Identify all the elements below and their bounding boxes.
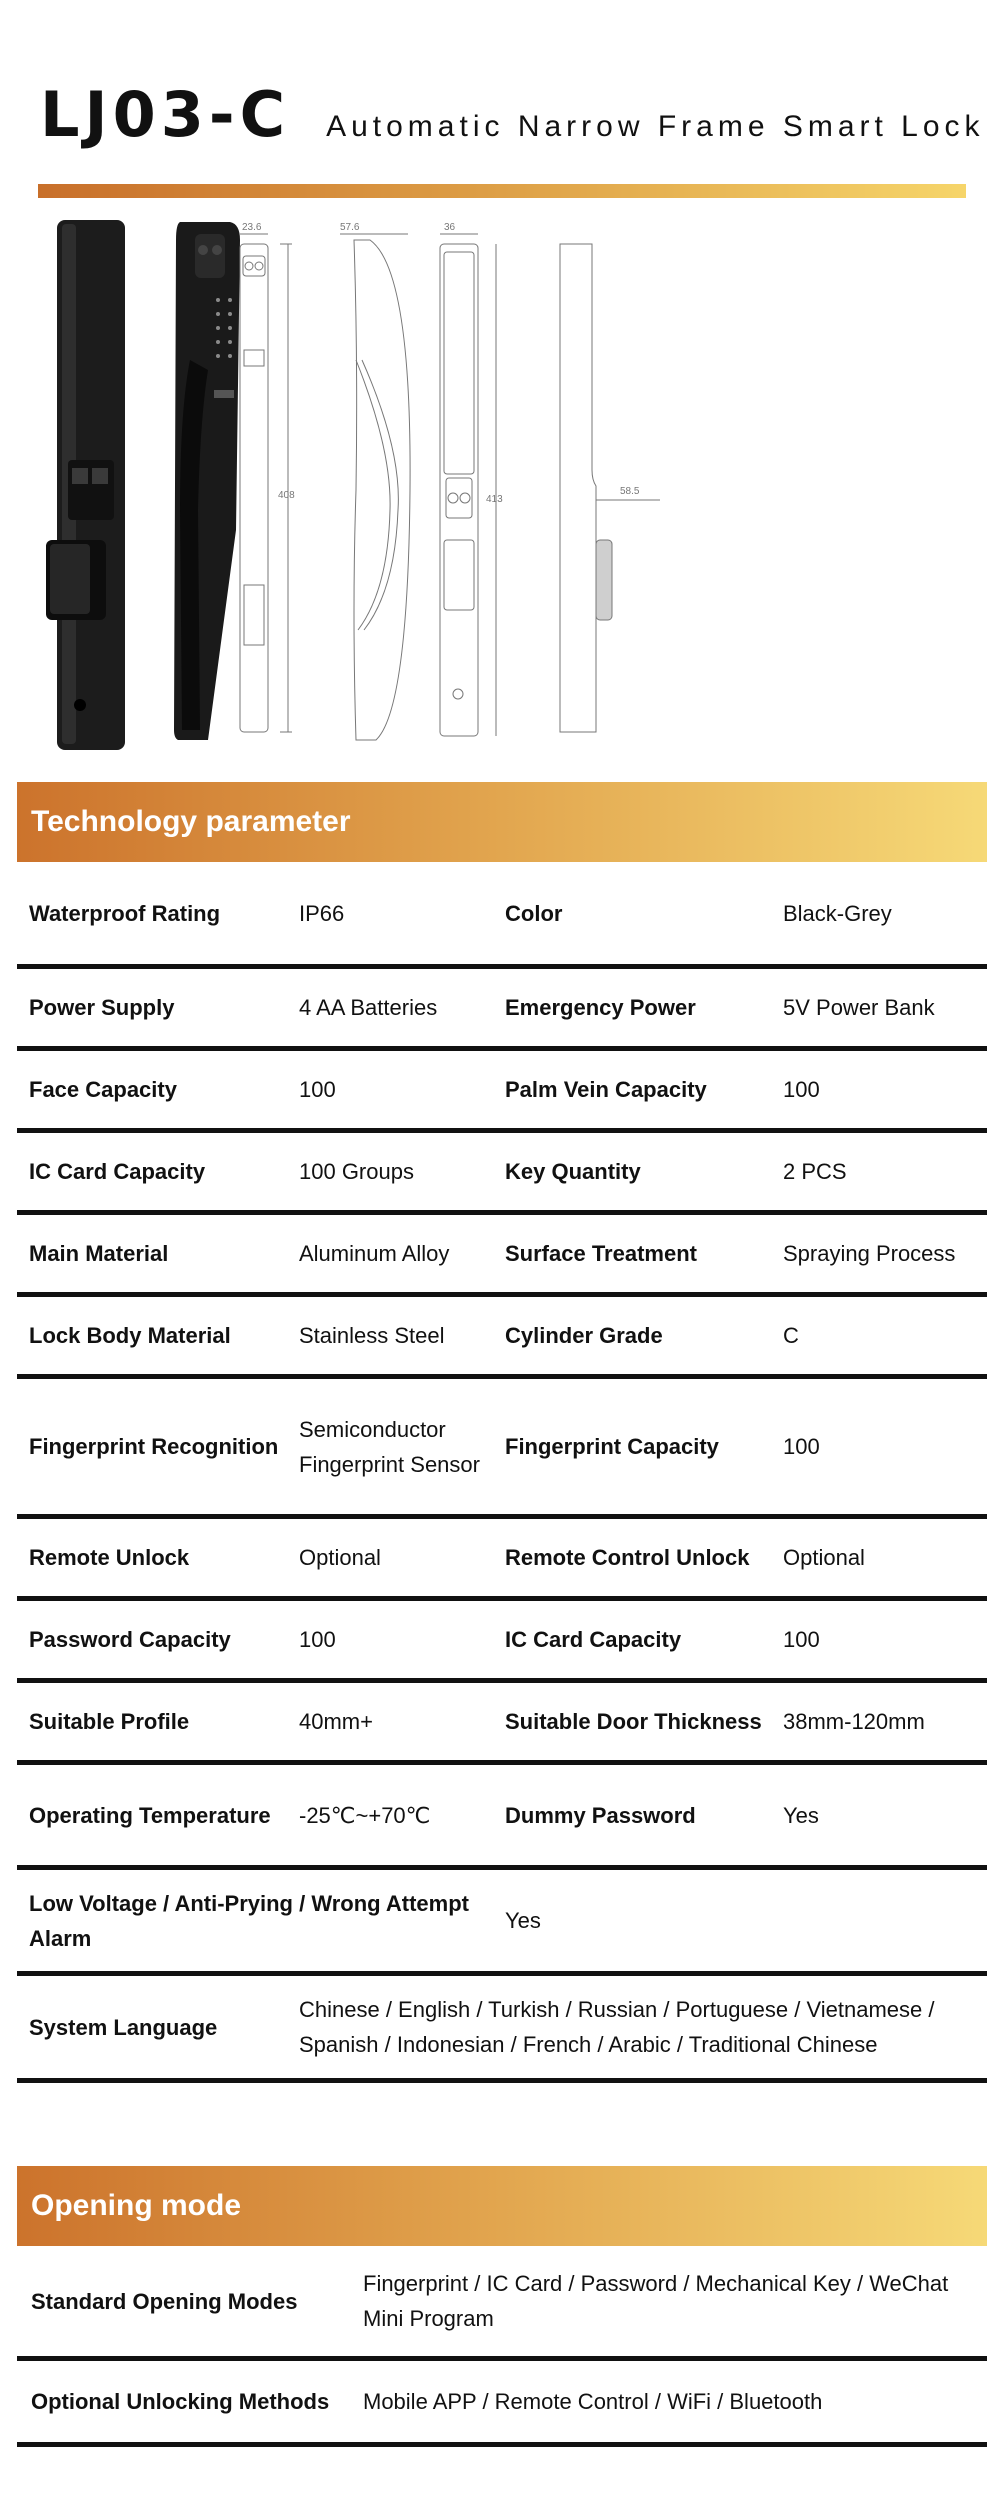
- param-value: Stainless Steel: [299, 1323, 445, 1348]
- param-value: 5V Power Bank: [783, 995, 935, 1020]
- back-view-drawing: [440, 234, 496, 736]
- back-height-label: 413: [486, 494, 503, 505]
- opening-label: Optional Unlocking Methods: [31, 2389, 330, 2414]
- gold-divider: [38, 184, 966, 198]
- side-view-drawing: [340, 234, 410, 740]
- table-row: [17, 2246, 987, 2361]
- table-row: [17, 969, 987, 1051]
- param-value: IP66: [299, 900, 345, 926]
- table-row: [17, 1976, 987, 2083]
- param-label: Remote Unlock: [29, 1545, 190, 1570]
- param-label: Surface Treatment: [505, 1241, 697, 1266]
- param-value: 100: [299, 1627, 336, 1652]
- front-view-drawing: [240, 234, 292, 732]
- opening-heading-text: Opening mode: [31, 2189, 241, 2222]
- front-width-label: 23.6: [242, 222, 262, 233]
- param-label: Lock Body Material: [29, 1323, 231, 1348]
- param-value: 100: [783, 1434, 820, 1459]
- table-row: [17, 1765, 987, 1870]
- table-row: [17, 1215, 987, 1297]
- param-value: Spraying Process: [783, 1241, 956, 1266]
- table-row: [17, 1051, 987, 1133]
- param-value: Optional: [299, 1545, 381, 1570]
- param-value: 4 AA Batteries: [299, 995, 438, 1020]
- param-value: 40mm+: [299, 1709, 373, 1734]
- tech-section-heading: [17, 782, 987, 862]
- table-row: [17, 1133, 987, 1215]
- product-subtitle: Automatic Narrow Frame Smart Lock: [326, 110, 985, 143]
- param-label: Waterproof Rating: [29, 900, 221, 926]
- param-label: Main Material: [29, 1241, 169, 1266]
- param-label: Palm Vein Capacity: [505, 1077, 707, 1102]
- table-row: [17, 2361, 987, 2447]
- alarm-label: Low Voltage / Anti-Prying / Wrong Attempt Alarm: [29, 1890, 469, 1951]
- table-row: [17, 862, 987, 969]
- param-value: 100 Groups: [299, 1159, 414, 1184]
- back-width-label: 36: [444, 222, 456, 233]
- tech-parameter-table: [17, 862, 987, 2083]
- language-label: System Language: [29, 2014, 218, 2040]
- param-label: Fingerprint Recognition: [29, 1434, 279, 1459]
- param-value: Semiconductor Fingerprint Sensor: [299, 1416, 480, 1477]
- param-value: -25℃~+70℃: [299, 1802, 431, 1828]
- param-label: Fingerprint Capacity: [505, 1434, 719, 1459]
- opening-mode-table: [17, 2246, 987, 2447]
- handle-depth-label: 58.5: [620, 486, 640, 497]
- param-value: 100: [783, 1627, 820, 1652]
- param-label: Remote Control Unlock: [505, 1545, 750, 1570]
- table-row: [17, 1683, 987, 1765]
- language-value: Chinese / English / Turkish / Russian / Portuguese / Vietnamese / Spanish / Indonesian / French / Arabic / Traditional Chinese: [299, 1997, 935, 2057]
- front-height-label: 408: [278, 490, 295, 501]
- lock-back-panel-photo: [46, 220, 125, 750]
- opening-value: Fingerprint / IC Card / Password / Mechanical Key / WeChat Mini Program: [363, 2271, 949, 2331]
- param-label: Dummy Password: [505, 1802, 696, 1828]
- param-label: Suitable Door Thickness: [505, 1709, 762, 1734]
- product-figures: [40, 210, 990, 760]
- side-depth-label: 57.6: [340, 222, 360, 233]
- table-row: [17, 1519, 987, 1601]
- profile-view-drawing: [560, 244, 660, 732]
- table-row: [17, 1870, 987, 1976]
- model-title: LJ03-C: [40, 78, 291, 151]
- param-label: Password Capacity: [29, 1627, 231, 1652]
- param-label: Power Supply: [29, 995, 175, 1020]
- tech-heading-text: Technology parameter: [31, 805, 351, 838]
- param-value: Optional: [783, 1545, 865, 1570]
- param-value: Black-Grey: [783, 900, 892, 926]
- param-value: Yes: [783, 1802, 819, 1828]
- alarm-value: Yes: [505, 1908, 541, 1933]
- param-value: C: [783, 1323, 799, 1348]
- param-label: Suitable Profile: [29, 1709, 190, 1734]
- param-value: 2 PCS: [783, 1159, 847, 1184]
- lock-front-panel-photo: [174, 222, 240, 740]
- opening-label: Standard Opening Modes: [31, 2288, 298, 2314]
- opening-section-heading: [17, 2166, 987, 2246]
- param-label: Operating Temperature: [29, 1802, 271, 1828]
- param-label: IC Card Capacity: [29, 1159, 206, 1184]
- param-label: Face Capacity: [29, 1077, 177, 1102]
- table-row: [17, 1379, 987, 1519]
- param-value: Aluminum Alloy: [299, 1241, 450, 1266]
- page-header: [40, 78, 985, 151]
- param-value: 38mm-120mm: [783, 1709, 925, 1734]
- param-label: Cylinder Grade: [505, 1323, 663, 1348]
- param-label: Key Quantity: [505, 1159, 641, 1184]
- param-value: 100: [783, 1077, 820, 1102]
- param-label: Color: [505, 900, 563, 926]
- table-row: [17, 1297, 987, 1379]
- param-label: IC Card Capacity: [505, 1627, 682, 1652]
- opening-value: Mobile APP / Remote Control / WiFi / Bluetooth: [363, 2389, 823, 2414]
- table-row: [17, 1601, 987, 1683]
- param-value: 100: [299, 1077, 336, 1102]
- param-label: Emergency Power: [505, 995, 696, 1020]
